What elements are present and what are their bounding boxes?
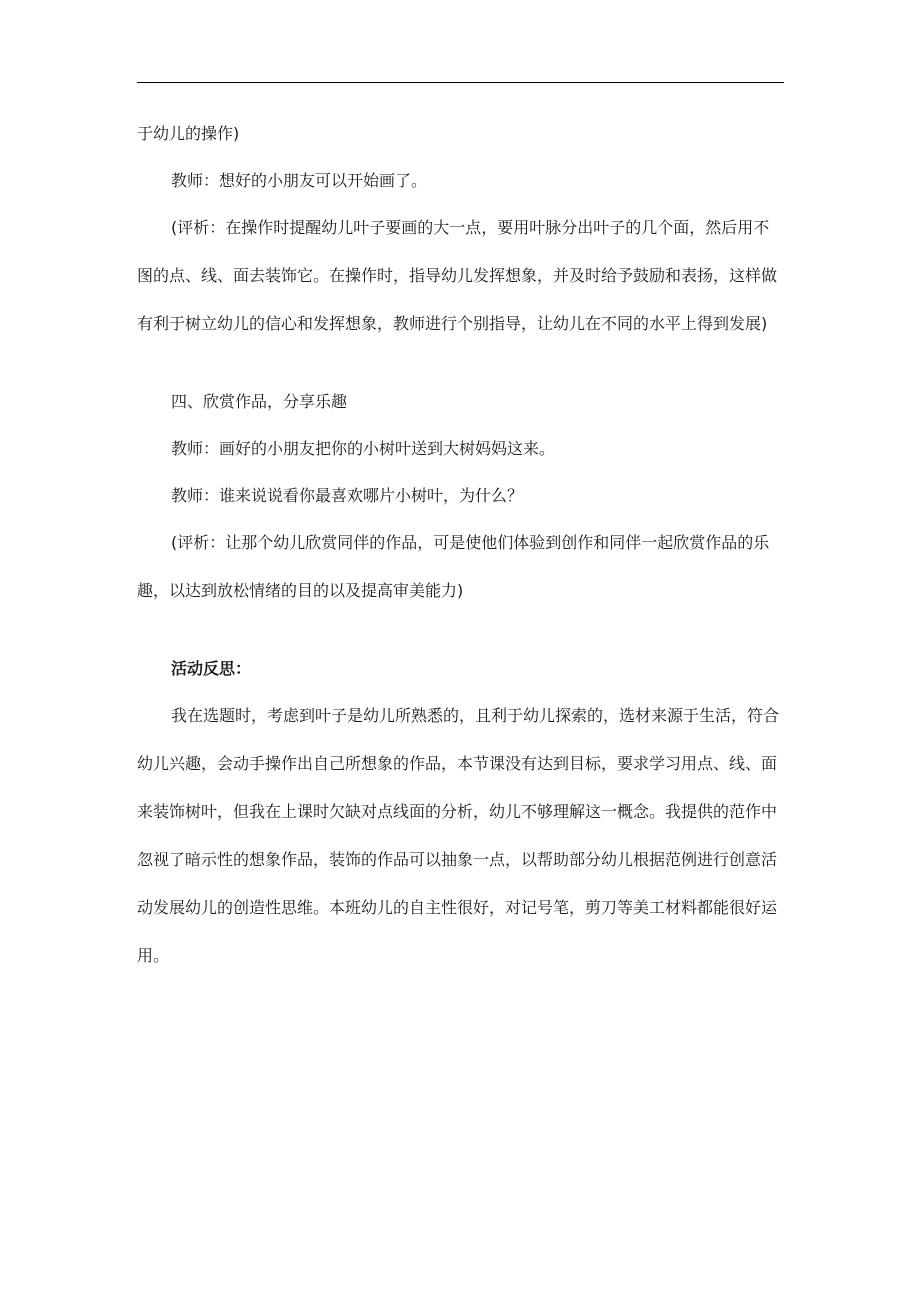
text-line: 忽视了暗示性的想象作品，装饰的作品可以抽象一点，以帮助部分幼儿根据范例进行创意活: [137, 850, 778, 869]
text-line: 教师：想好的小朋友可以开始画了。: [171, 171, 428, 190]
text-line: 教师：谁来说说看你最喜欢哪片小树叶，为什么？: [171, 486, 524, 505]
text-line: 于幼儿的操作): [137, 124, 240, 143]
text-line: 用。: [137, 946, 170, 965]
text-line: 幼儿兴趣，会动手操作出自己所想象的作品，本节课没有达到目标，要求学习用点、线、面: [137, 754, 778, 773]
text-line: 我在选题时，考虑到叶子是幼儿所熟悉的，且利于幼儿探索的，选材来源于生活，符合: [171, 706, 780, 725]
document-body: [137, 118, 787, 971]
header-rule: [137, 82, 784, 83]
text-line: (评析：在操作时提醒幼儿叶子要画的大一点，要用叶脉分出叶子的几个面，然后用不: [171, 218, 770, 237]
text-line: 图的点、线、面去装饰它。在操作时，指导幼儿发挥想象，并及时给予鼓励和表扬，这样做: [137, 266, 778, 285]
text-line: 来装饰树叶，但我在上课时欠缺对点线面的分析，幼儿不够理解这一概念。我提供的范作中: [137, 802, 778, 821]
text-line: 动发展幼儿的创造性思维。本班幼儿的自主性很好，对记号笔，剪刀等美工材料都能很好运: [137, 898, 778, 917]
text-line: (评析：让那个幼儿欣赏同伴的作品，可是使他们体验到创作和同伴一起欣赏作品的乐: [171, 533, 770, 552]
reflection-heading: 活动反思：: [171, 659, 252, 678]
section-heading: 四、欣赏作品，分享乐趣: [171, 392, 348, 411]
text-line: 有利于树立幼儿的信心和发挥想象，教师进行个别指导，让幼儿在不同的水平上得到发展): [137, 314, 768, 333]
text-line: 趣，以达到放松情绪的目的以及提高审美能力): [137, 581, 464, 600]
text-line: 教师：画好的小朋友把你的小树叶送到大树妈妈这来。: [171, 439, 556, 458]
